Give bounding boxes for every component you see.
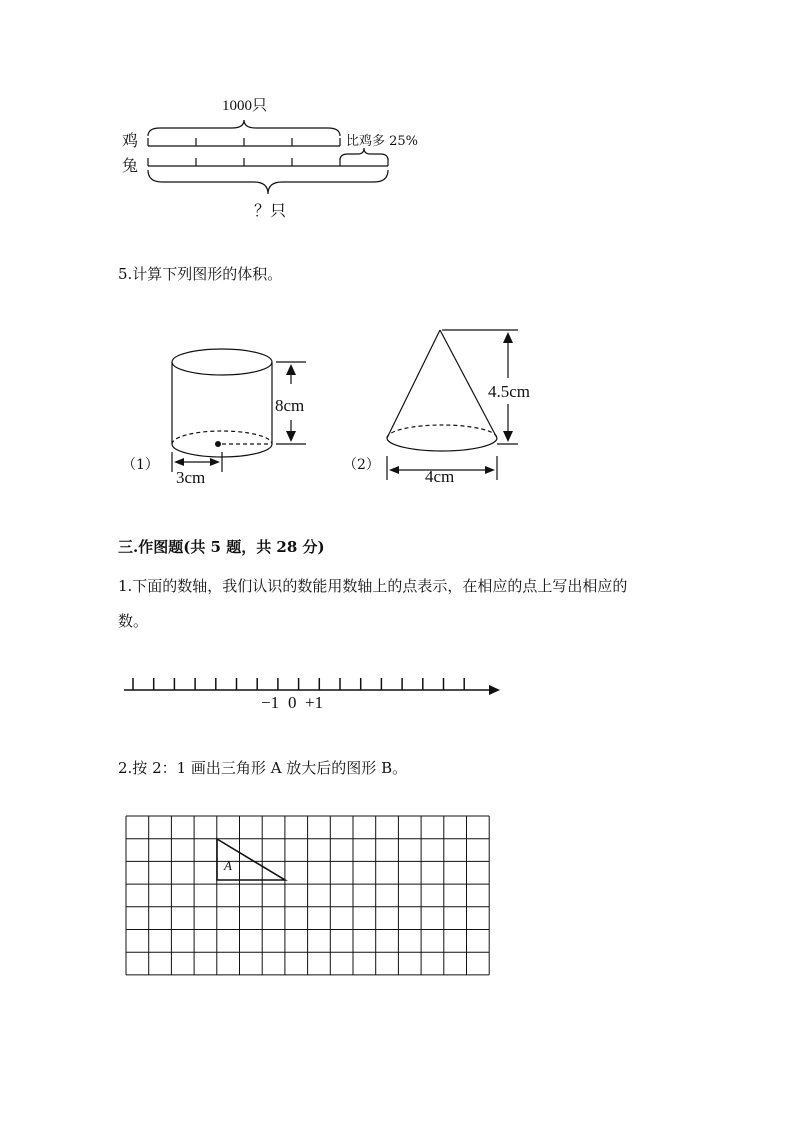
cone-height-label: 4.5cm: [488, 382, 531, 401]
q2-text: 2.按 2：1 画出三角形 A 放大后的图形 B。: [118, 759, 408, 777]
cylinder-height-label: 8cm: [275, 396, 305, 415]
axis-label-minus-one: −1: [261, 693, 280, 712]
cone-diameter-label: 4cm: [425, 467, 455, 486]
section-3-heading: 三.作图题(共 5 题，共 28 分): [118, 538, 325, 556]
extra-percent-label: 比鸡多 25%: [346, 134, 419, 149]
triangle-a-label: A: [224, 858, 232, 873]
q1-text-line-2: 数。: [118, 612, 149, 630]
q1-text-line-1: 1.下面的数轴，我们认识的数能用数轴上的点表示，在相应的点上写出相应的: [118, 577, 628, 595]
chicken-label: 鸡: [122, 131, 139, 150]
rabbit-label: 兔: [122, 156, 139, 175]
bottom-total-label: ？只: [254, 201, 287, 220]
grid-lines: [126, 816, 489, 975]
top-total-label: 1000只: [222, 98, 268, 114]
figure-1-label: （1）: [122, 457, 159, 473]
figure-2-label: （2）: [343, 457, 380, 473]
axis-label-plus-one: +1: [305, 693, 324, 712]
cylinder-radius-label: 3cm: [176, 468, 206, 487]
q5-title: 5.计算下列图形的体积。: [118, 265, 283, 283]
axis-label-zero: 0: [288, 693, 297, 712]
